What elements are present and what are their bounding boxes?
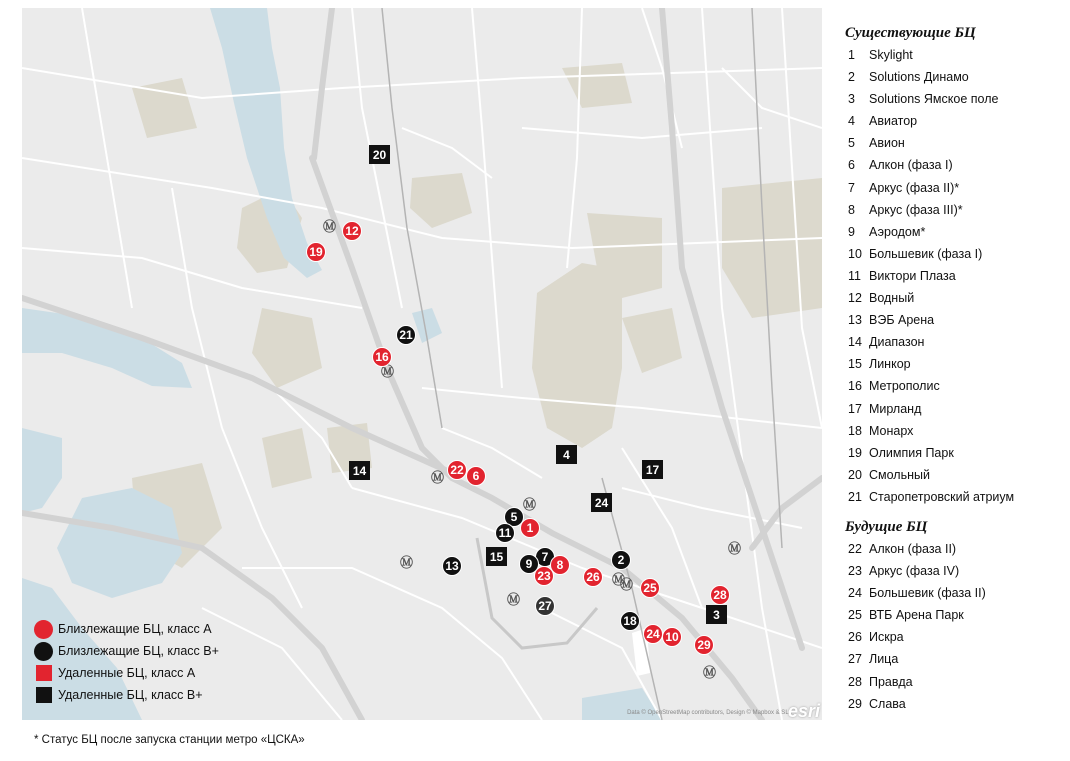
legend-label: Близлежащие БЦ, класс А	[58, 622, 212, 636]
list-item-name: Диапазон	[869, 335, 925, 350]
list-item	[845, 265, 1067, 287]
list-item-number: 28	[848, 674, 862, 689]
list-item-name: Искра	[869, 630, 904, 645]
list-item	[845, 243, 1067, 265]
list-item-name: Старопетровский атриум	[869, 489, 1015, 504]
list-item	[845, 287, 1067, 309]
marker-6[interactable]: 6	[466, 466, 486, 486]
list-item-name: Аркус (фаза II)*	[869, 180, 960, 195]
list-item-name: Авиатор	[869, 114, 918, 129]
list-item-number: 10	[848, 246, 862, 261]
marker-27[interactable]: 27	[535, 596, 555, 616]
existing-list	[845, 44, 1067, 508]
marker-7[interactable]: 7	[535, 547, 555, 567]
list-item-number: 17	[848, 401, 862, 416]
map-attribution[interactable]: Data © OpenStreetMap contributors, Design © Mapbox & SLL	[627, 710, 792, 716]
legend-item	[34, 684, 219, 706]
marker-11[interactable]: 11	[495, 523, 515, 543]
marker-24-square[interactable]: 24	[591, 493, 612, 512]
list-item-name: Большевик (фаза II)	[869, 586, 986, 601]
marker-22[interactable]: 22	[447, 460, 467, 480]
list-item	[845, 177, 1067, 199]
marker-25[interactable]: 25	[640, 578, 660, 598]
list-item-number: 3	[848, 92, 855, 107]
list-item	[845, 44, 1067, 66]
marker-26[interactable]: 26	[583, 567, 603, 587]
list-item-number: 2	[848, 70, 855, 85]
list-item	[845, 486, 1067, 508]
list-item-name: Линкор	[869, 357, 911, 372]
list-item	[845, 331, 1067, 353]
list-item	[845, 154, 1067, 176]
list-item-name: Водный	[869, 291, 915, 306]
list-item-name: ВТБ Арена Парк	[869, 608, 964, 623]
list-item-number: 16	[848, 379, 862, 394]
marker-8[interactable]: 8	[550, 555, 570, 575]
marker-2[interactable]: 2	[611, 550, 631, 570]
list-item	[845, 88, 1067, 110]
metro-icon: Ⓜ	[400, 556, 414, 571]
list-item	[845, 221, 1067, 243]
marker-4[interactable]: 4	[556, 445, 577, 464]
future-list	[845, 538, 1067, 715]
basemap	[22, 8, 822, 720]
legend-label: Удаленные БЦ, класс А	[58, 666, 196, 680]
list-item	[845, 648, 1067, 670]
list-item-name: Аэродом*	[869, 224, 926, 239]
list-item-name: Виктори Плаза	[869, 268, 956, 283]
existing-title: Существующие БЦ	[845, 25, 976, 41]
list-item	[845, 442, 1067, 464]
list-item	[845, 110, 1067, 132]
list-item	[845, 398, 1067, 420]
list-item-number: 14	[848, 335, 862, 350]
list-item-name: Метрополис	[869, 379, 940, 394]
metro-icon: Ⓜ	[523, 498, 537, 513]
list-item-number: 19	[848, 445, 862, 460]
list-item-number: 23	[848, 564, 862, 579]
marker-28[interactable]: 28	[710, 585, 730, 605]
legend-label: Близлежащие БЦ, класс В+	[58, 644, 219, 658]
list-item	[845, 353, 1067, 375]
list-item	[845, 560, 1067, 582]
list-item	[845, 626, 1067, 648]
marker-20[interactable]: 20	[369, 145, 390, 164]
list-item-name: Лица	[869, 652, 899, 667]
marker-29[interactable]: 29	[694, 635, 714, 655]
marker-14[interactable]: 14	[349, 461, 370, 480]
list-item-number: 15	[848, 357, 862, 372]
list-item-number: 9	[848, 224, 855, 239]
list-item-number: 1	[848, 48, 855, 62]
list-item-number: 8	[848, 202, 855, 217]
list-item-number: 4	[848, 114, 855, 129]
metro-icon: Ⓜ	[323, 220, 337, 235]
red-circle-icon	[34, 620, 53, 639]
list-item	[845, 199, 1067, 221]
metro-icon: Ⓜ	[612, 573, 626, 588]
list-item-number: 18	[848, 423, 862, 438]
list-item-number: 11	[848, 268, 861, 283]
list-item-name: Solutions Динамо	[869, 70, 969, 85]
marker-10[interactable]: 10	[662, 627, 682, 647]
list-item	[845, 309, 1067, 331]
list-item	[845, 582, 1067, 604]
list-item-number: 7	[848, 180, 855, 195]
list-item-number: 27	[848, 652, 862, 667]
list-item-number: 29	[848, 696, 862, 711]
list-item	[845, 538, 1067, 560]
list-item-name: Смольный	[869, 467, 930, 482]
list-item	[845, 66, 1067, 88]
list-item-number: 6	[848, 158, 855, 173]
marker-12[interactable]: 12	[342, 221, 362, 241]
list-item-name: Аркус (фаза IV)	[869, 564, 960, 579]
list-item-name: Олимпия Парк	[869, 445, 954, 460]
marker-5[interactable]: 5	[504, 507, 524, 527]
list-item	[845, 671, 1067, 693]
black-circle-icon	[34, 642, 53, 661]
list-item-name: Аркус (фаза III)*	[869, 202, 963, 217]
marker-23[interactable]: 23	[534, 566, 554, 586]
list-item-name: Слава	[869, 696, 906, 711]
list-item-name: Авион	[869, 136, 905, 151]
map-panel[interactable]	[22, 8, 822, 720]
red-square-icon	[36, 665, 52, 681]
marker-18[interactable]: 18	[620, 611, 640, 631]
legend-item	[34, 662, 219, 684]
legend-item	[34, 618, 219, 640]
list-item	[845, 132, 1067, 154]
list-item	[845, 464, 1067, 486]
marker-15[interactable]: 15	[486, 547, 507, 566]
list-item-name: Skylight	[869, 48, 913, 62]
list-item-number: 12	[848, 291, 862, 306]
list-item-number: 13	[848, 313, 862, 328]
list-item-number: 21	[848, 489, 862, 504]
list-item-name: Монарх	[869, 423, 914, 438]
metro-icon: Ⓜ	[507, 593, 521, 608]
marker-21[interactable]: 21	[396, 325, 416, 345]
list-item-name: Алкон (фаза II)	[869, 541, 957, 556]
list-item-number: 5	[848, 136, 855, 151]
legend-label: Удаленные БЦ, класс В+	[58, 688, 203, 702]
marker-13[interactable]: 13	[442, 556, 462, 576]
list-item-number: 22	[848, 541, 862, 556]
marker-19[interactable]: 19	[306, 242, 326, 262]
metro-icon: Ⓜ	[703, 666, 717, 681]
metro-icon: Ⓜ	[728, 542, 742, 557]
list-item-name: Solutions Ямское поле	[869, 92, 999, 107]
marker-3[interactable]: 3	[706, 605, 727, 624]
legend-item	[34, 640, 219, 662]
marker-17[interactable]: 17	[642, 460, 663, 479]
future-title: Будущие БЦ	[845, 518, 928, 535]
map-legend	[34, 618, 219, 706]
marker-9[interactable]: 9	[519, 554, 539, 574]
marker-16[interactable]: 16	[372, 347, 392, 367]
list-item	[845, 693, 1067, 715]
list-item-number: 25	[848, 608, 862, 623]
metro-icon: Ⓜ	[620, 578, 634, 593]
list-item-name: Мирланд	[869, 401, 922, 416]
list-item-number: 26	[848, 630, 862, 645]
list-item	[845, 420, 1067, 442]
list-item-number: 20	[848, 467, 862, 482]
list-item-name: ВЭБ Арена	[869, 313, 935, 328]
marker-1[interactable]: 1	[520, 518, 540, 538]
esri-logo: esri	[787, 701, 820, 720]
list-item-name: Большевик (фаза I)	[869, 246, 983, 261]
metro-icon: Ⓜ	[431, 471, 445, 486]
list-item-name: Правда	[869, 674, 913, 689]
metro-icon: Ⓜ	[381, 365, 395, 380]
list-item	[845, 604, 1067, 626]
list-item-name: Алкон (фаза I)	[869, 158, 953, 173]
list-item	[845, 375, 1067, 397]
footnote: * Статус БЦ после запуска станции метро «ЦСКА»	[34, 734, 305, 746]
list-item-number: 24	[848, 586, 862, 601]
marker-24[interactable]: 24	[643, 624, 663, 644]
building-list	[845, 22, 1067, 715]
black-square-icon	[36, 687, 52, 703]
